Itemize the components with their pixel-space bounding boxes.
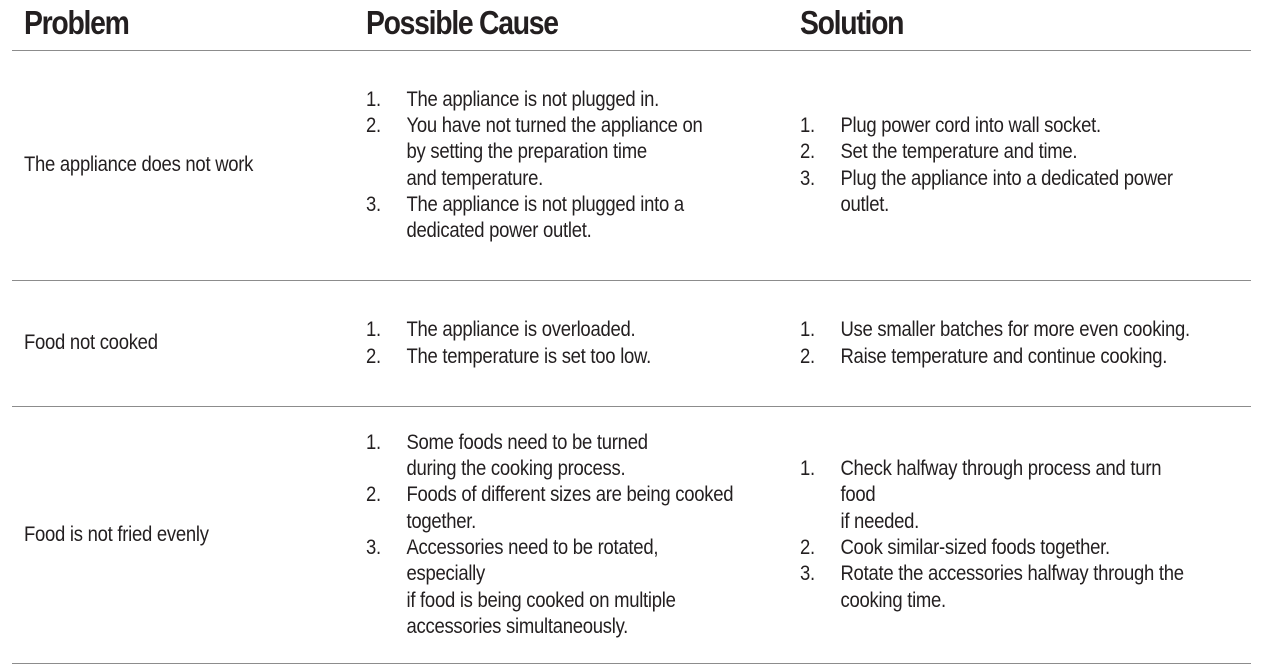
item-number: 1. xyxy=(366,318,381,342)
cause-cell xyxy=(366,407,786,663)
item-number: 3. xyxy=(366,192,381,216)
list-item xyxy=(366,317,651,343)
header-solution: Solution xyxy=(800,4,904,41)
table-row xyxy=(12,281,1251,407)
list-item xyxy=(800,535,1197,561)
item-number: 1. xyxy=(800,457,815,481)
cause-cell xyxy=(366,51,786,280)
item-number: 1. xyxy=(366,87,381,111)
cause-cell xyxy=(366,281,786,406)
item-number: 3. xyxy=(800,562,815,586)
item-text: Rotate the accessories halfway through the cooking time. xyxy=(840,562,1184,612)
item-number: 2. xyxy=(366,113,381,137)
list-item xyxy=(800,561,1197,614)
item-number: 1. xyxy=(366,430,381,454)
item-number: 2. xyxy=(800,536,815,559)
item-text: You have not turned the appliance on by setting the preparation time and temperature. xyxy=(406,113,703,190)
item-text: Check halfway through process and turn food if needed. xyxy=(840,457,1162,533)
solution-list xyxy=(800,317,1190,370)
item-text: Accessories need to be rotated, especially if food is being cooked on multiple accessories simultaneously. xyxy=(406,536,676,638)
list-item xyxy=(366,113,703,192)
item-number: 2. xyxy=(800,140,815,164)
header-possible-cause: Possible Cause xyxy=(366,4,558,41)
item-number: 3. xyxy=(366,536,381,559)
problem-cell xyxy=(24,407,354,663)
item-text: Some foods need to be turned during the cooking process. xyxy=(406,430,648,481)
item-number: 1. xyxy=(800,318,815,342)
table-header xyxy=(12,0,1251,51)
item-text: Raise temperature and continue cooking. xyxy=(840,344,1168,368)
item-text: The appliance is not plugged into a dedicated power outlet. xyxy=(406,192,684,243)
cause-list xyxy=(366,87,703,245)
item-number: 1. xyxy=(800,113,815,137)
solution-cell xyxy=(800,407,1251,663)
list-item xyxy=(366,87,703,113)
table-row xyxy=(12,407,1251,664)
list-item xyxy=(800,139,1173,165)
item-text: Plug power cord into wall socket. xyxy=(840,113,1101,137)
item-text: The appliance is overloaded. xyxy=(406,318,636,342)
list-item xyxy=(366,192,703,245)
problem-text: Food not cooked xyxy=(24,331,158,355)
item-text: Use smaller batches for more even cooking. xyxy=(840,318,1190,342)
problem-cell xyxy=(24,51,354,280)
solution-cell xyxy=(800,51,1251,280)
cause-list xyxy=(366,317,651,370)
troubleshooting-table xyxy=(12,0,1251,664)
list-item xyxy=(366,344,651,370)
list-item xyxy=(800,344,1190,370)
list-item xyxy=(800,166,1173,219)
item-text: The appliance is not plugged in. xyxy=(406,87,659,111)
list-item xyxy=(366,535,736,640)
list-item xyxy=(800,113,1173,139)
list-item xyxy=(366,430,736,483)
item-text: Cook similar-sized foods together. xyxy=(840,536,1110,559)
list-item xyxy=(800,317,1190,343)
header-problem: Problem xyxy=(24,4,129,41)
item-number: 3. xyxy=(800,166,815,190)
item-number: 2. xyxy=(366,344,381,368)
solution-list xyxy=(800,113,1173,218)
item-text: Foods of different sizes are being cooked together. xyxy=(406,483,734,533)
solution-cell xyxy=(800,281,1251,406)
item-number: 2. xyxy=(800,344,815,368)
item-text: Set the temperature and time. xyxy=(840,140,1078,164)
list-item xyxy=(366,482,736,535)
cause-list xyxy=(366,430,736,640)
list-item xyxy=(800,456,1197,535)
solution-list xyxy=(800,456,1197,614)
item-text: The temperature is set too low. xyxy=(406,344,651,368)
problem-cell xyxy=(24,281,354,406)
problem-text: Food is not fried evenly xyxy=(24,522,209,546)
item-text: Plug the appliance into a dedicated power outlet. xyxy=(840,166,1173,216)
table-row xyxy=(12,51,1251,281)
problem-text: The appliance does not work xyxy=(24,153,254,177)
item-number: 2. xyxy=(366,483,381,507)
